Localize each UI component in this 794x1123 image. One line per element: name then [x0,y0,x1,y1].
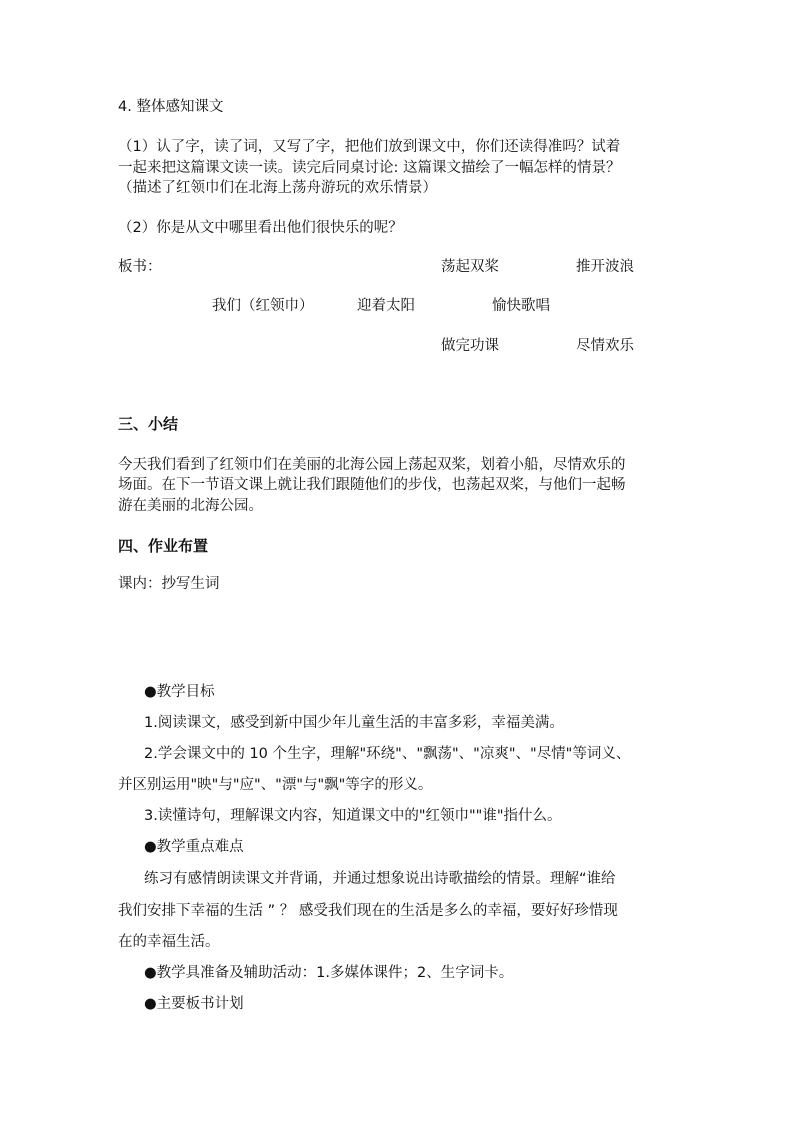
goal2-line2: 并区别运用"映"与"应"、"漂"与"飘"等字的形义。 [118,777,433,793]
question2: （2）你是从文中哪里看出他们很快乐的呢？ [118,220,403,236]
tools-line: ●教学具准备及辅助活动：1.多媒体课件；2、生字词卡。 [144,965,514,981]
board-item: 愉快歌唱 [492,298,550,314]
key-line2: 我们安排下幸福的生活 ” ？ 感受我们现在的生活是多么的幸福，要好好珍惜现 [118,903,618,919]
section4-heading: 4. 整体感知课文 [118,99,224,115]
goal2-line1: 2.学会课文中的 10 个生字，理解"环绕"、"飘荡"、"凉爽"、"尽情"等词义、 [144,746,631,762]
goal1: 1.阅读课文，感受到新中国少年儿童生活的丰富多彩，幸福美满。 [144,715,564,731]
goals-heading: ●教学目标 [144,684,215,700]
summary-heading: 三、小结 [118,415,179,433]
goal3: 3.读懂诗句，理解课文内容，知道课文中的"红领巾""谁"指什么。 [144,808,562,824]
homework-text: 课内：抄写生词 [118,576,220,592]
key-line3: 在的幸福生活。 [118,934,220,950]
board-plan-heading: ●主要板书计划 [144,996,244,1012]
key-line1: 练习有感情朗读课文并背诵，并通过想象说出诗歌描绘的情景。理解“谁给 [144,871,616,887]
question1-line3: （描述了红领巾们在北海上荡舟游玩的欢乐情景） [118,180,437,196]
summary-line3: 游在美丽的北海公园。 [118,498,263,514]
board-item: 荡起双桨 [441,259,499,275]
board-item: 做完功课 [441,338,499,354]
board-label: 板书： [118,259,162,275]
homework-heading: 四、作业布置 [118,537,209,555]
board-item: 我们（红领巾） [212,298,314,314]
summary-line2: 场面。在下一节语文课上就让我们跟随他们的步伐，也荡起双桨，与他们一起畅 [118,477,626,493]
key-heading: ●教学重点难点 [144,839,244,855]
question1-line2: 一起来把这篇课文读一读。读完后同桌讨论: 这篇课文描绘了一幅怎样的情景？ [118,160,621,176]
board-item: 推开波浪 [576,259,634,275]
board-item: 迎着太阳 [357,298,415,314]
board-item: 尽情欢乐 [576,338,634,354]
summary-line1: 今天我们看到了红领巾们在美丽的北海公园上荡起双桨，划着小船，尽情欢乐的 [118,457,626,473]
question1-line1: （1）认了字，读了词，又写了字，把他们放到课文中，你们还读得准吗？试着 [118,139,621,155]
